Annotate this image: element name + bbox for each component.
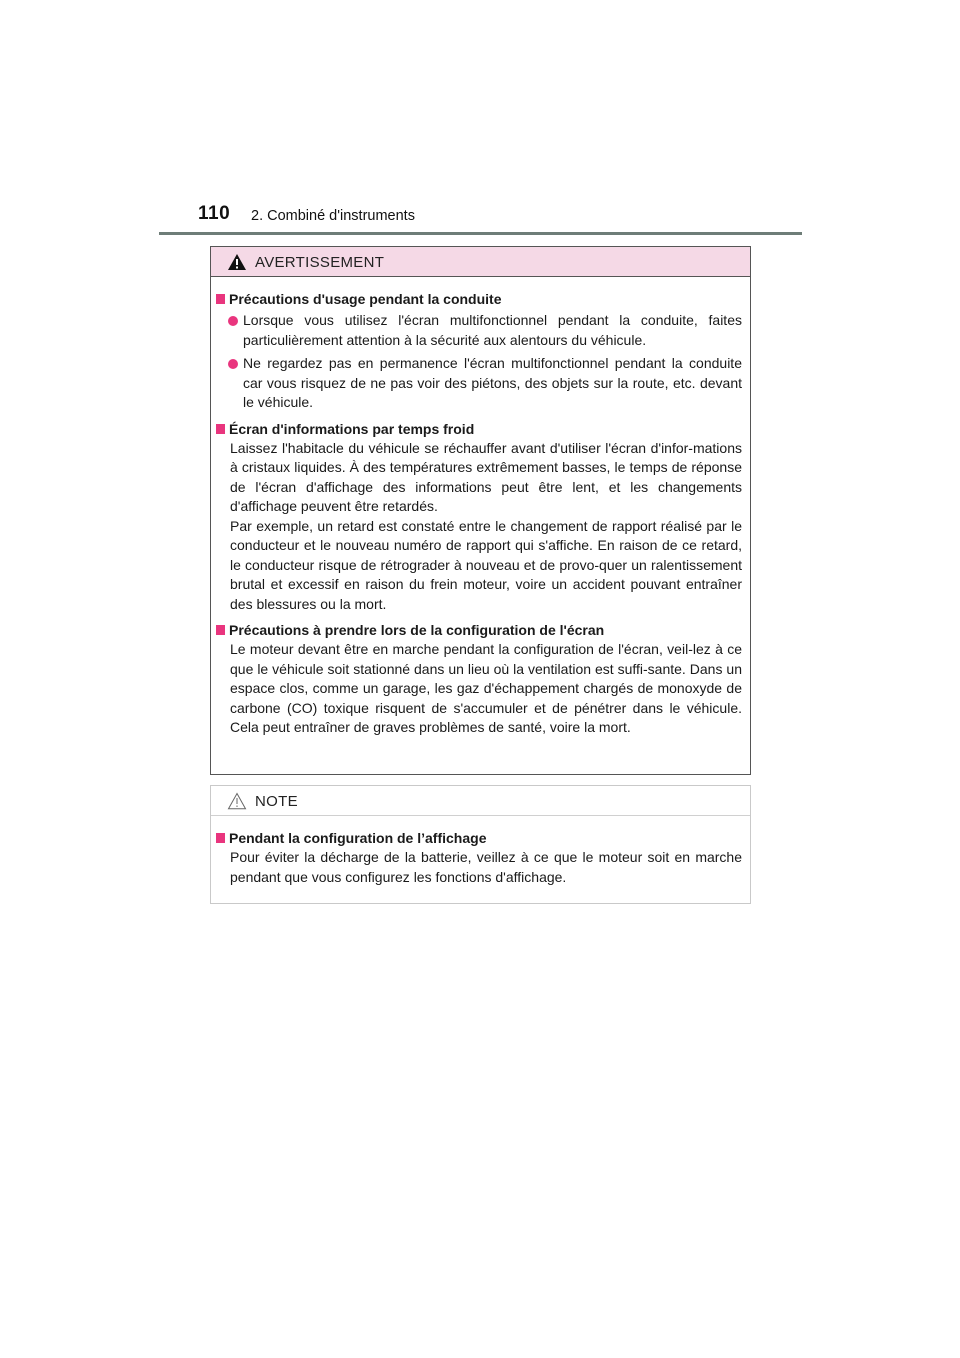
section-title: Écran d'informations par temps froid <box>214 419 742 439</box>
warning-triangle-icon <box>227 253 247 271</box>
chapter-title: 2. Combiné d'instruments <box>251 208 415 224</box>
section-title: Précautions à prendre lors de la configuration de l'écran <box>214 620 742 640</box>
warning-header <box>211 247 750 277</box>
paragraph: Pour éviter la décharge de la batterie, veillez à ce que le moteur soit en marche pendant que vous configurez les fonctions d'affichage. <box>230 849 742 885</box>
note-header <box>211 786 750 816</box>
caution-triangle-outline-icon <box>227 792 247 810</box>
warning-body <box>211 277 750 738</box>
warning-title: AVERTISSEMENT <box>255 254 385 271</box>
warning-section-driving <box>214 289 742 413</box>
paragraph: Par exemple, un retard est constaté entre le changement de rapport réalisé par le conducteur et le nouveau numéro de rapport qui s'affiche. En raison de ce retard, le conducteur risque de rétrograder à nouveau et de provo-quer un ralentissement brutal et excessif en raison du frein moteur, voire un accident pouvant entraîner des blessures ou la mort. <box>230 517 742 612</box>
page-number: 110 <box>198 203 231 224</box>
page-header <box>0 0 960 236</box>
list-item: Lorsque vous utilisez l'écran multifonctionnel pendant la conduite, faites particulièrement attention à la sécurité aux alentours du véhicule. <box>214 311 742 350</box>
square-bullet-icon <box>216 625 225 635</box>
round-bullet-icon <box>228 359 238 369</box>
header-rule <box>159 232 802 235</box>
square-bullet-icon <box>216 294 225 304</box>
square-bullet-icon <box>216 424 225 434</box>
note-box <box>210 785 751 904</box>
warning-section-cold <box>214 419 742 615</box>
list-item: Ne regardez pas en permanence l'écran multifonctionnel pendant la conduite car vous risquez de ne pas voir des piétons, des objets sur la route, etc. devant le véhicule. <box>214 354 742 413</box>
note-title: NOTE <box>255 793 298 810</box>
section-title: Pendant la configuration de l’affichage <box>214 828 742 848</box>
note-section-display <box>214 828 742 887</box>
note-body <box>211 816 750 887</box>
section-title: Précautions d'usage pendant la conduite <box>214 289 742 309</box>
warning-box <box>210 246 751 775</box>
paragraph: Laissez l'habitacle du véhicule se réchauffer avant d'utiliser l'écran d'infor-mations à cristaux liquides. À des températures extrêmement basses, le temps de réponse de l'écran d'affichage des informations peut être lent, et les changements d'affichage peuvent être retardés. <box>230 439 742 514</box>
warning-section-config <box>214 620 742 738</box>
round-bullet-icon <box>228 316 238 326</box>
paragraph: Le moteur devant être en marche pendant la configuration de l'écran, veil-lez à ce que le véhicule soit stationné dans un lieu où la ventilation est suffi-sante. Dans un espace clos, comme un garage, les gaz d'échappement chargés de monoxyde de carbone (CO) toxique risquent de s'accumuler et de pénétrer dans le véhicule. Cela peut entraîner de graves problèmes de santé, voire la mort. <box>230 641 742 735</box>
square-bullet-icon <box>216 833 225 843</box>
